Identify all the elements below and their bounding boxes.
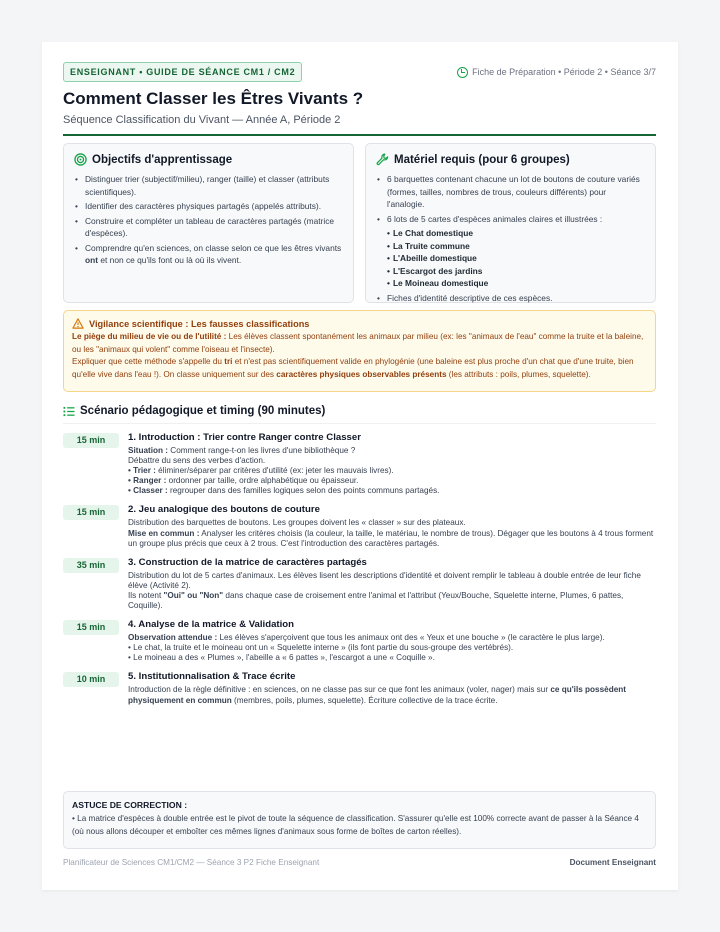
objectives-card	[63, 143, 354, 303]
warning-title: Vigilance scientifique : Les fausses classifications	[89, 318, 310, 329]
step-line: Distribution du lot de 5 cartes d'animaux. Les élèves lisent les descriptions d'identité et doivent remplir le tableau à double entrée de leur fiche élève (Activité 2).	[128, 570, 641, 590]
animal-item: • L'Escargot des jardins	[387, 265, 483, 276]
list-item	[74, 242, 343, 267]
timeline-step-1	[63, 432, 656, 496]
step-line: regrouper dans des familles logiques selon des points communs partagés.	[167, 486, 440, 496]
step-text	[128, 446, 656, 496]
step-title: 4. Analyse de la matrice & Validation	[128, 619, 295, 631]
clock-icon	[457, 67, 468, 78]
step-line: éliminer/séparer par critères d'utilité (ex: jeter les mauvais livres).	[155, 466, 394, 476]
animal-name: Le Moineau domestique	[392, 278, 489, 288]
animal-name: L'Escargot des jardins	[392, 265, 483, 276]
warning-paragraph	[72, 331, 647, 356]
scenario-title: Scénario pédagogique et timing (90 minutes)	[80, 405, 326, 417]
step-text	[128, 633, 656, 663]
warning-text: et n'est pas scientifiquement valide en phylogénie (une baleine est plus proche d'un chat que d'une truite, bien qu'elle vive dans l'eau !). On classe uniquement sur des	[72, 357, 634, 379]
animal-item: • La Truite commune	[387, 240, 470, 251]
animal-name: L'Abeille domestique	[392, 253, 477, 263]
step-line: Débattre du sens des verbes d'action.	[128, 456, 266, 466]
materials-heading	[376, 153, 645, 166]
tip-text: • La matrice d'espèces à double entrée est le pivot de toute la séquence de classification. S'assurer qu'elle est 100% correcte avant de passer à la Séance 4 (où nous allons découper et emboîter ces mêmes lignes d'animaux sous forme de boîtes de carton réelles).	[72, 814, 639, 837]
objectives-list	[74, 173, 343, 267]
correction-tip	[63, 791, 656, 849]
warning-text: Les élèves classent spontanément les animaux par milieu (ex: les "animaux de l'eau" comme la truite et la baleine, ou les "animaux qui volent" comme l'oiseau et l'insecte).	[72, 332, 644, 354]
warning-paragraph	[72, 356, 647, 381]
warning-icon	[72, 318, 84, 329]
list-item: • Identifier des caractères physiques partagés (appelés attributs).	[74, 200, 343, 213]
duration-badge: 15 min	[63, 620, 119, 635]
list-item-text: Comprendre qu'en sciences, on classe selon ce que les êtres vivants	[85, 242, 342, 253]
tip-title: ASTUCE DE CORRECTION :	[72, 800, 188, 810]
animal-item: • Le Chat domestique	[387, 228, 473, 238]
header-top	[63, 62, 656, 82]
step-emphasis: "Oui" ou "Non"	[163, 590, 224, 600]
step-body	[128, 671, 656, 705]
timeline-step-4	[63, 619, 656, 663]
materials-list	[376, 173, 645, 304]
warning-emphasis: tri	[224, 357, 233, 367]
animal-name: Le Chat domestique	[392, 228, 473, 238]
step-line: • Le chat, la truite et le moineau ont un « Squelette interne » (ils font partie du sous-groupe des vertébrés).	[128, 643, 514, 653]
list-item: • Fiches d'identité descriptive de ces espèces.	[376, 292, 645, 305]
materials-card	[365, 143, 656, 303]
wrench-icon	[376, 153, 389, 166]
list-item-text: et non ce qu'ils font ou là où ils vivent.	[98, 255, 242, 265]
step-line: Introduction de la règle définitive : en sciences, on ne classe pas sur ce que font les animaux (voler, nager) mais sur	[128, 685, 551, 695]
animal-item: • Le Moineau domestique	[387, 278, 489, 288]
step-line: Distribution des barquettes de boutons. Les groupes doivent les « classer » sur des plateaux.	[128, 518, 466, 528]
step-title: 5. Institutionnalisation & Trace écrite	[128, 671, 296, 683]
step-emphasis: Situation :	[128, 446, 169, 455]
timeline-step-2	[63, 504, 656, 548]
step-body	[128, 432, 656, 496]
timeline-step-5	[63, 671, 656, 705]
warning-heading	[72, 318, 647, 329]
role-badge: ENSEIGNANT • GUIDE DE SÉANCE CM1 / CM2	[63, 62, 302, 82]
step-emphasis: ce qu'ils possèdent physiquement en commun	[128, 685, 626, 705]
step-line: dans chaque case de croisement entre l'animal et l'attribut (Yeux/Bouche, Squelette interne, Plumes, 6 pattes, Coquille).	[128, 590, 624, 611]
objectives-heading	[74, 153, 343, 166]
step-body	[128, 619, 656, 663]
warning-emphasis: caractères physiques observables présents	[276, 369, 447, 379]
duration-badge: 15 min	[63, 433, 119, 448]
page-title: Comment Classer les Êtres Vivants ?	[63, 89, 364, 108]
page-content	[63, 62, 656, 867]
session-meta-text: Fiche de Préparation • Période 2 • Séance 3/7	[472, 67, 656, 77]
header-divider	[63, 134, 656, 136]
step-line: Ils notent	[128, 590, 164, 600]
duration-badge: 10 min	[63, 672, 119, 687]
step-line: Comment range-t-on les livres d'une bibliothèque ?	[168, 446, 356, 455]
list-item: • Construire et compléter un tableau de caractères partagés (matrice d'espèces).	[74, 215, 343, 240]
footer-left: Planificateur de Sciences CM1/CM2 — Séance 3 P2 Fiche Enseignant	[63, 858, 320, 867]
list-item: • 6 lots de 5 cartes d'espèces animales claires et illustrées :	[376, 213, 645, 226]
list-icon	[63, 406, 75, 417]
scenario-heading	[63, 405, 656, 424]
step-title: 2. Jeu analogique des boutons de couture	[128, 504, 320, 516]
page-footer	[63, 858, 656, 867]
step-text	[128, 685, 656, 705]
materials-title: Matériel requis (pour 6 groupes)	[394, 153, 570, 166]
step-title: 3. Construction de la matrice de caractères partagés	[128, 556, 367, 568]
step-body	[128, 504, 656, 548]
warning-text: (les attributs : poils, plumes, squelette).	[446, 369, 591, 379]
objectives-title: Objectifs d'apprentissage	[92, 153, 233, 166]
animal-name: La Truite commune	[392, 240, 470, 251]
step-text	[128, 518, 656, 548]
document-page	[42, 42, 678, 890]
science-warning	[63, 310, 656, 392]
step-line: • Le moineau a des « Plumes », l'abeille a « 6 pattes », l'escargot a une « Coquille ».	[128, 653, 435, 663]
list-item-emphasis: ont	[85, 255, 99, 265]
step-line: (membres, poils, plumes, squelette). Écriture collective de la trace écrite.	[231, 695, 498, 705]
duration-badge: 35 min	[63, 558, 119, 573]
step-body	[128, 557, 656, 611]
step-title: 1. Introduction : Trier contre Ranger contre Classer	[128, 432, 361, 443]
step-line: ordonner par taille, ordre alphabétique ou épaisseur.	[166, 476, 359, 486]
warning-text: Expliquer que cette méthode s'appelle du	[72, 357, 225, 367]
step-emphasis: • Ranger :	[128, 476, 167, 486]
duration-badge: 15 min	[63, 505, 119, 520]
info-cards	[63, 143, 656, 303]
step-emphasis: • Classer :	[128, 486, 168, 496]
step-emphasis: • Trier :	[128, 466, 156, 476]
list-item: • Distinguer trier (subjectif/milieu), ranger (taille) et classer (attributs scientifiques).	[74, 173, 343, 198]
step-emphasis: Mise en commun :	[128, 528, 200, 538]
warning-emphasis: Le piège du milieu de vie ou de l'utilité :	[72, 332, 227, 341]
footer-right: Document Enseignant	[569, 858, 656, 867]
target-icon	[74, 153, 87, 166]
step-line: Les élèves s'aperçoivent que tous les animaux ont des « Yeux et une bouche » (le caractère le plus large).	[217, 633, 605, 643]
page-subtitle: Séquence Classification du Vivant — Année A, Période 2	[63, 114, 341, 126]
timeline-step-3	[63, 557, 656, 611]
step-line: Analyser les critères choisis (la couleur, la taille, le matériau, le nombre de trous). Dégager que les boutons à 4 trous forment un groupe plus précis que ceux à 2 trous. C'est l'introduction des caractères partagés.	[128, 528, 654, 548]
animal-item: • L'Abeille domestique	[387, 253, 477, 263]
session-meta	[457, 67, 656, 78]
list-item: • 6 barquettes contenant chacune un lot de boutons de couture variés (formes, tailles, nombres de trous, couleurs différents) pour l'analogie.	[376, 173, 645, 211]
step-emphasis: Observation attendue :	[128, 633, 218, 643]
step-text	[128, 571, 656, 611]
